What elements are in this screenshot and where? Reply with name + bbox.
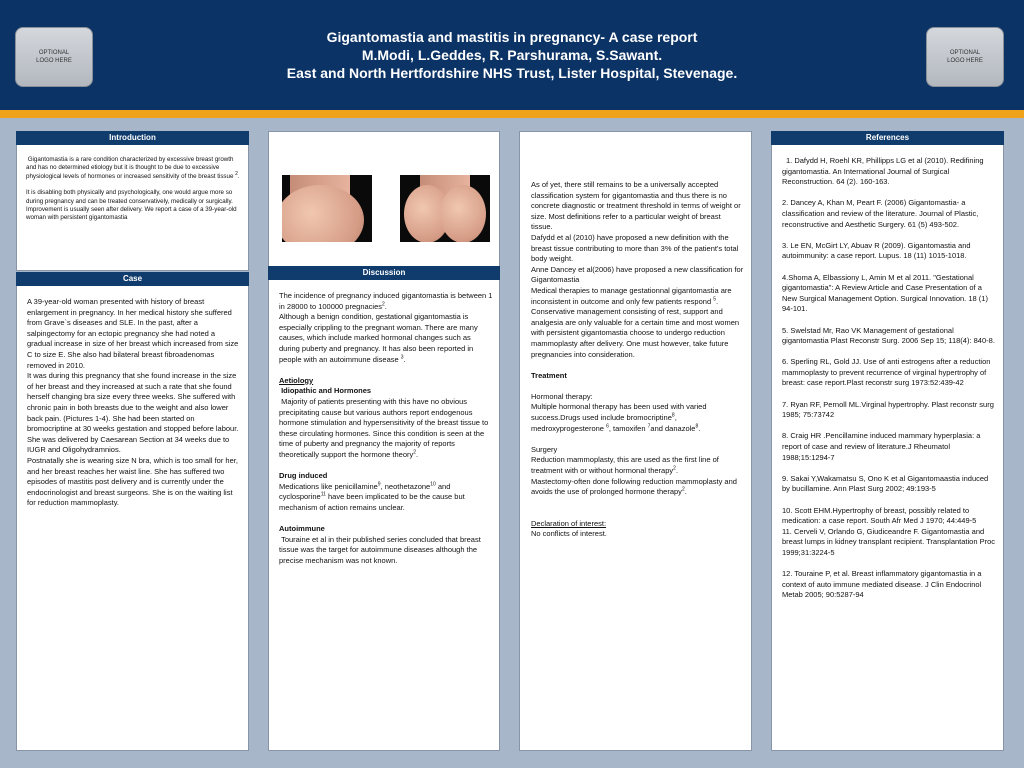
reference-item: 12. Touraine P, et al. Breast inflammatory gigantomastia in a context of auto immune mediated disease. J Clin Endocrinol Metab 2005; 90:5287-94 (782, 569, 982, 600)
reference-item: 4.Shoma A, Elbassiony L, Amin M et al 2011. "Gestational gigantomastia": A Review Article and Case Presentation of a New Surgical Management Option. Surgical Innovation. 18 (1) 94-101. (782, 272, 988, 314)
introduction-paragraph-2: It is disabling both physically and psychologically, one would argue more so during pregnancy and can be treated conservatively, medically or surgically. Improvement is usually seen after delivery. We report a case of a 39-year-old woman with persistent gigantomastia (26, 189, 237, 222)
idiopathic-text-body: Majority of patients presenting with this have no obvious precipitating cause but various authors report endogenous hormone stimulation and hypersensitivity of the breast tissue to these circulating hormones. Since this condition is seen at the time of puberty and pregnancy the majority of reports theoretically support the hormone theory (279, 396, 489, 459)
discussion-intro2-sup: 3 (400, 354, 404, 361)
surgery-text-1: Reduction mammoplasty, this are used as the first line of treatment with or without hormonal therapy$^2$. (531, 455, 719, 476)
case-paragraph-3: Postnatally she is wearing size N bra, which is too small for her, and her breast reaches her waist line. She has suffered two episodes of mastitis post delivery and is currently under the endocrinologist and breast surgeons. She is on the waiting list for reduction mammoplasty. (27, 455, 238, 508)
hormonal-label: Hormonal therapy: (531, 391, 593, 401)
hormonal-text-d: and danazole (650, 423, 696, 433)
patient-photo-1 (282, 175, 372, 242)
drug-text-a: Medications like penicillamine (279, 481, 378, 491)
surgery-sup-b: 2 (681, 486, 685, 493)
discussion-intro-2: Although a benign condition, gestational gigantomastia is especially crippling to the pregnant woman. There are many causes, which include marked hormonal changes such as during puberty and pregnancy. It has also been reported in people with an autoimmune disease $^3$. (279, 312, 478, 364)
references-heading: References (771, 131, 1004, 145)
drug-sup-c: 11 (320, 491, 326, 498)
middle-paragraph-1: As of yet, there still remains to be a universally accepted classification system for gigantomastia and thus there is no concrete diagnostic or treatment threshold in terms of weight or size. Most definitions refer to a particular weight of breast tissue. (531, 180, 741, 232)
introduction-heading: Introduction (16, 131, 249, 145)
drug-sup-a: 9 (377, 481, 381, 488)
reference-item: 10. Scott EHM.Hypertrophy of breast, possibly related to medication: a case report. South Afr Med J 1970; 44:449-5 (782, 505, 977, 526)
declaration-text: No conflicts of interest. (531, 529, 607, 539)
discussion-heading: Discussion (268, 266, 500, 280)
reference-item: 11. Cerveli V, Orlando G, Giudiceandre F. Gigantomastia and breast lumps in kidney transplant recipient. Transplantation Proc 1999;31:3224-5 (782, 526, 996, 557)
surgery-sup-a: 2 (673, 465, 676, 472)
logo-right-label: OPTIONAL LOGO HERE (947, 50, 983, 64)
drug-induced-heading: Drug induced (279, 471, 328, 481)
middle-paragraph-3: Anne Dancey et al(2006) have proposed a new classification for Gigantomastia (531, 264, 744, 285)
hormonal-text: Multiple hormonal therapy has been used with varied success.Drugs used include bromocriptine$^8$, medroxyprogesterone $^6$, tamoxifen $^7$and danazole$^8$. (531, 402, 707, 433)
case-text (27, 297, 241, 509)
poster-title: Gigantomastia and mastitis in pregnancy- A case report (326, 29, 698, 45)
patient-photo-2 (400, 175, 490, 242)
aetiology-heading: Aetiology (279, 375, 314, 385)
autoimmune-heading: Autoimmune (279, 524, 325, 534)
idiopathic-heading-text: Idiopathic and Hormones (281, 386, 372, 396)
discussion-intro2-text: Although a benign condition, gestational gigantomastia is especially crippling to the pregnant woman. There are many causes, which include marked hormonal changes such as during puberty and pregnancy. It has also been reported in people with an autoimmune disease (279, 312, 478, 364)
reference-item: 5. Swelstad Mr, Rao VK Management of gestational gigantomastia Plast Reconstr Surg. 2006 Sep 15; 118(4): 840-8. (782, 325, 995, 346)
reference-item: 7. Ryan RF, Pernoll ML.Virginal hypertrophy. Plast reconstr surg 1985; 75:73742 (782, 399, 994, 420)
drug-text-d: have been implicated to be the cause but mechanism of action remains unclear. (279, 492, 465, 512)
autoimmune-text-body: Touraine et al in their published series concluded that breast tissue was the target for autoimmune diseases although the precise mechanism was not known. (279, 534, 481, 565)
drug-induced-text (279, 482, 493, 514)
reference-item: 3. Le EN, McGirt LY, Abuav R (2009). Gigantomastia and autoimmunity: a case report. Lupus. 18 (11) 1015-1018. (782, 240, 971, 261)
middle-paragraph-4: Medical therapies to manage gestationnal gigantomastia are inconsistent in outcome and only few patients respond $^5$. (531, 285, 732, 306)
idiopathic-sup: 2 (413, 449, 417, 456)
title-block (150, 28, 874, 82)
hormonal-text-b: , medroxyprogesterone (531, 413, 677, 433)
discussion-intro-text: The incidence of pregnancy induced gigantomastia is between 1 in 28000 to 100000 pregnacies (279, 291, 493, 311)
reference-item: 1. Dafydd H, Roehl KR, Phillipps LG et al (2010). Redifining gigantomastia. An International Journal of Surgical Reconstruction. 64 (2). 160-163. (782, 156, 984, 187)
intro-p1-text: Gigantomastia is a rare condition characterized by excessive breast growth and has no determined etiology but it is thought to be due to excessive physiological levels of hormones or increased sensitivity of the breast tissue (26, 156, 234, 180)
discussion-intro: The incidence of pregnancy induced gigantomastia is between 1 in 28000 to 100000 pregnacies$^2$. (279, 291, 493, 311)
logo-left-label: OPTIONAL LOGO HERE (36, 50, 72, 64)
middle-p4-sup: 5 (713, 296, 716, 303)
reference-item: 8. Craig HR .Pencillamine induced mammary hyperplasia: a report of case and review of literature.J Rheumatol 1988;15:1294-7 (782, 431, 981, 462)
middle-paragraph-2: Dafydd et al (2010) have proposed a new definition with the breast tissue contributing to more than 3% of the patient's total body weight. (531, 232, 739, 264)
drug-text-b: , neothetazone (380, 481, 431, 491)
surgery-text-b: Mastectomy-often done following reduction mammoplasty and avoids the use of prolonged hormone therapy (531, 476, 737, 497)
reference-item: 6. Sperling RL, Gold JJ. Use of anti estrogens after a reduction mammoplasty to prevent recurrence of virginal hypertrophy of breast: case report.Plast reconstr surg 1973:52:439-42 (782, 357, 991, 388)
hormonal-sup-c: 7 (647, 423, 651, 430)
treatment-heading: Treatment (531, 370, 567, 380)
hormonal-sup-b: 6 (606, 423, 609, 430)
surgery-label: Surgery (531, 444, 558, 454)
middle-p4-text: Medical therapies to manage gestationnal gigantomastia are inconsistent in outcome and only few patients respond (531, 285, 732, 306)
hormonal-text-a: Multiple hormonal therapy has been used with varied success.Drugs used include bromocriptine (531, 402, 707, 423)
surgery-text-2: Mastectomy-often done following reduction mammoplasty and avoids the use of prolonged hormone therapy$^2$. (531, 476, 737, 497)
declaration-heading: Declaration of interest: (531, 518, 607, 528)
poster-affiliation: East and North Hertfordshire NHS Trust, Lister Hospital, Stevenage. (286, 65, 738, 81)
hormonal-sup-a: 8 (671, 412, 675, 419)
header-stripe (0, 110, 1024, 118)
references-list (782, 156, 996, 612)
drug-sup-b: 10 (430, 481, 436, 488)
case-paragraph-2: It was during this pregnancy that she found increase in the size of her breast and they increased at such a rate that she found herself changing bra size every three weeks. She suffered with chronic pain in both breasts due to the weight and also lower back pain. (Pictures 1-4). She had been started on bromocriptine at 30 weeks gestation and stopped before labour. She was delivered by Caesarean Section at 34 weeks due to IUGR and Oligohydramnios. (27, 371, 239, 455)
classification-text (531, 180, 744, 540)
logo-placeholder-left (15, 27, 93, 87)
hormonal-text-c: , tamoxifen (608, 423, 646, 433)
hormonal-sup-d: 8 (695, 423, 699, 430)
autoimmune-text (279, 535, 493, 567)
reference-item: 9. Sakai Y,Wakamatsu S, Ono K et al Gigantomaastia induced by bucillamine. Ann Plast Surg 2002; 49:193-5 (782, 473, 989, 494)
idiopathic-heading (279, 386, 493, 397)
introduction-paragraph-1: Gigantomastia is a rare condition characterized by excessive breast growth and has no determined etiology but it is thought to be due to excessive physiological levels of hormones or increased sensitivity of the breast tissue $^2$. (26, 156, 240, 180)
discussion-text (279, 291, 493, 566)
introduction-text (26, 156, 240, 223)
middle-paragraph-5: Conservative management consisting of rest, support and analgesia are only valuable for a certain time and most women with persistent gigantomastia choose to undergo reduction mammoplasty after delivery. One must however, take future pregnancies into consideration. (531, 307, 740, 359)
drug-text-c: and cyclosporine (279, 481, 451, 502)
discussion-intro-sup: 2 (382, 301, 385, 308)
case-heading: Case (16, 272, 249, 286)
logo-placeholder-right (926, 27, 1004, 87)
reference-item: 2. Dancey A, Khan M, Peart F. (2006) Gigantomastia- a classification and review of the literature. Journal of Plastic, reconstructive and Aesthetic Surgery. 61 (5) 493-502. (782, 198, 979, 229)
intro-p1-sup: 2 (235, 170, 238, 177)
idiopathic-text: Majority of patients presenting with this have no obvious precipitating cause but various authors report endogenous hormone stimulation and hypersensitivity of the breast tissue to these circulating hormones. Since this condition is seen at the time of puberty and pregnancy the majority of reports theoretically support the hormone theory$^2$. (279, 396, 489, 459)
case-paragraph-1: A 39-year-old woman presented with history of breast enlargement in pregnancy. In her medical history she suffered from Grave`s diseases and SLE. In the past, after a salpingectomy for an ectopic pregnancy she had noted a gradual increase in size of her breast which increased from size C to size E. She also had bilateral breast fibroadenomas removed in 2010. (27, 297, 239, 370)
surgery-text-a: Reduction mammoplasty, this are used as the first line of treatment with or without hormonal therapy (531, 455, 719, 476)
poster-authors: M.Modi, L.Geddes, R. Parshurama, S.Sawant. (361, 47, 663, 63)
